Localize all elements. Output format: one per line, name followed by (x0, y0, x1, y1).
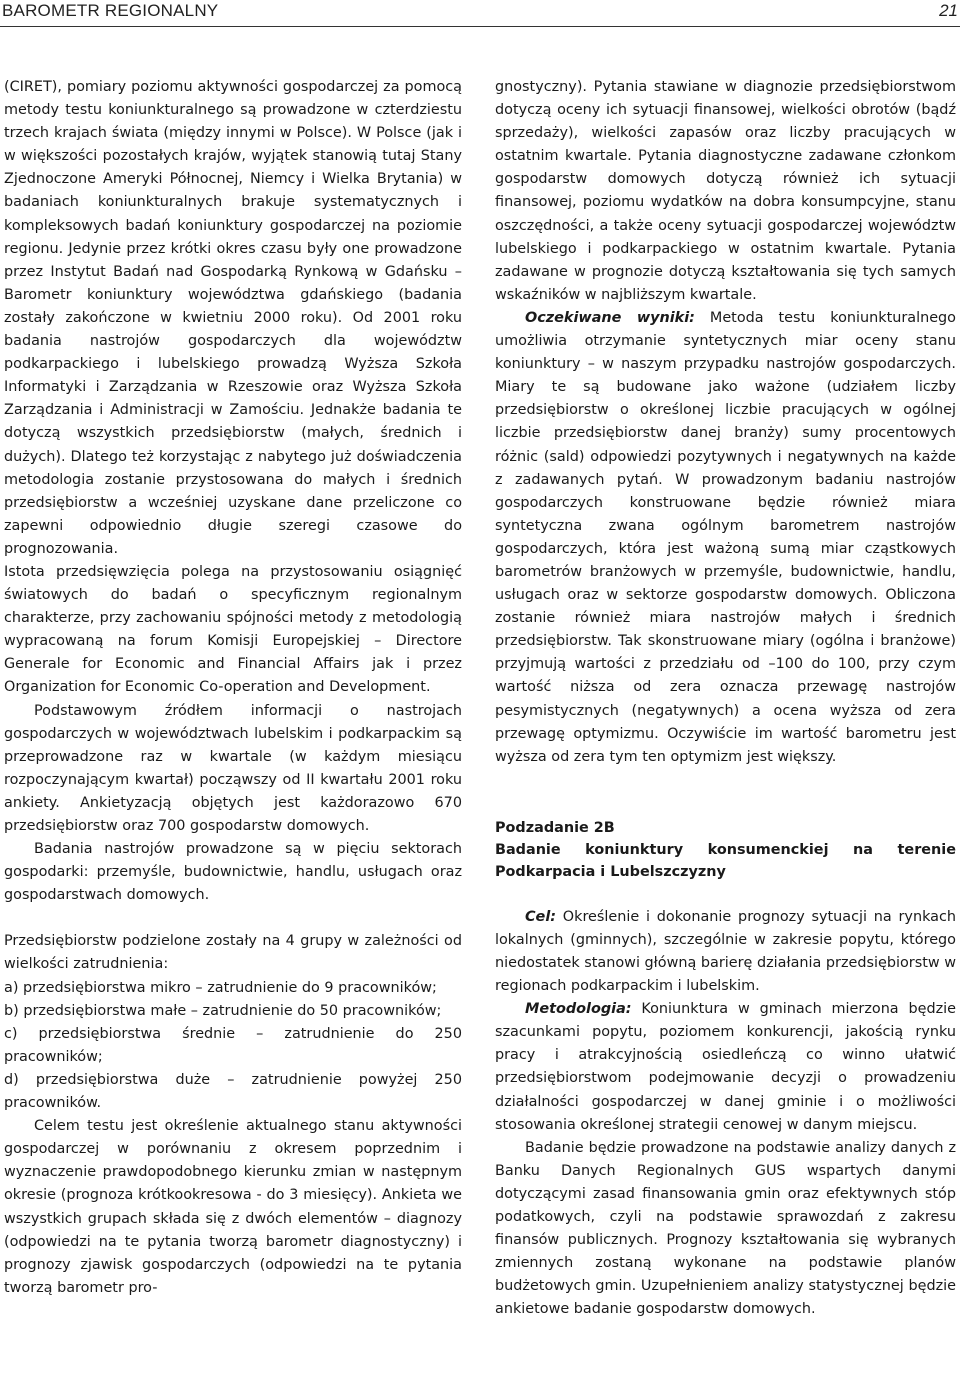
paragraph-sektory: Badania nastrojów prowadzone są w pięciu sektorach gospodarki: przemyśle, budownictwie, handlu, usługach oraz gospodarstwach domowych. (4, 841, 462, 904)
paragraph-oczekiwane-wyniki (495, 307, 956, 769)
subtask-label: Podzadanie 2B (495, 819, 615, 836)
paragraph-cel (495, 906, 956, 998)
subtask-title: Badanie koniunktury konsumenckiej na terenie Podkarpacia i Lubelszczyzny (495, 841, 956, 880)
list-item-srednie: c) przedsiębiorstwa średnie – zatrudnienie do 250 pracowników; (4, 1025, 462, 1065)
running-title: BAROMETR REGIONALNY (2, 1, 219, 20)
running-header (0, 0, 960, 27)
label-oczekiwane-wyniki: Oczekiwane wyniki: (525, 309, 695, 326)
text-oczekiwane-wyniki: Metoda testu koniunkturalnego umożliwia otrzymanie syntetycznych miar oceny stanu koniunktury – w naszym przypadku nastrojów gospodarczych. Miary te są budowane jako ważone (udziałem liczby przedsiębiorstw o określonej liczbie pracujących w ogólnej liczbie przedsiębiorstw danej branży) sumy procentowych różnic (sald) odpowiedzi pozytywnych i negatywnych na każde z zadawanych pytań. W prowadzonym badaniu nastrojów gospodarczych konstruowane będzie również miara syntetyczna zwana ogólnym barometrem nastrojów gospodarczych, która jest ważoną sumą miar cząstkowych barometrów branżowych w przemyśle, budownictwie, handlu, usługach oraz w sektorze gospodarstw domowych. Obliczona zostanie również miara nastrojów małych i średnich przedsiębiorstw. Tak skonstruowane miary (ogólna i branżowe) przyjmują wartości z przedziału od –100 do 100, przy czym wartość niższa od zera oznacza przewagę nastrojów pesymistycznych (negatywnych) a ocena wyższa od zera przewagę optymizmu. Oczywiście im wartość barometru jest wyższa od zera tym ten optymizm jest większy. (495, 309, 956, 765)
text-metodologia: Koniunktura w gminach mierzona będzie szacunkami popytu, poziomem konkurencji, jakością rynku pracy i atrakcyjnością osiedleńczą co winno ułatwić przedsiębiorstwom podejmowanie decyzji o prowadzeniu działalności gospodarczej w danej gminie i o możliwości stosowania określonej strategii cenowej w danym miejscu. (495, 1001, 956, 1133)
label-metodologia: Metodologia: (525, 1001, 632, 1018)
left-column (4, 76, 462, 1300)
paragraph-grupy: Przedsiębiorstw podzielone zostały na 4 grupy w zależności od wielkości zatrudnienia: (4, 933, 462, 973)
list-item-duze: d) przedsiębiorstwa duże – zatrudnienie powyżej 250 pracowników. (4, 1071, 462, 1112)
right-column (495, 76, 956, 1322)
text-cel: Określenie i dokonanie prognozy sytuacji na rynkach lokalnych (gminnych), szczególnie w zakresie popytu, którego niedostatek stanowi główną barierę działania przedsiębiorstw w regionach podkarpackim i lubelskim. (495, 908, 956, 995)
paragraph-zrodla: Podstawowym źródłem informacji o nastrojach gospodarczych w województwach lubelskim i podkarpackim są przeprowadzone raz w kwartale (w każdym miesiącu rozpoczynającym kwartał) począwszy od II kwartału 2001 roku ankiety. Ankietyzacją objętych jest każdorazowo 670 przedsiębiorstw oraz 700 gospodarstw domowych. (4, 702, 462, 834)
list-item-male: b) przedsiębiorstwa małe – zatrudnienie do 50 pracowników; (4, 1002, 442, 1019)
paragraph-ciret: (CIRET), pomiary poziomu aktywności gospodarczej za pomocą metody testu koniunkturalnego są prowadzone w czterdziestu trzech krajach świata (między innymi w Polsce). W Polsce (jak i w większości pozostałych krajów, wyjątek stanowią tutaj Stany Zjednoczone Ameryki Północnej, Niemcy i Wielka Brytania) w badaniach koniunkturalnych brakuje systematycznych i kompleksowych badań koniunktury gospodarczej na poziomie regionu. Jedynie przez krótki okres czasu były one prowadzone przez Instytut Badań nad Gospodarką Rynkową w Gdańsku – Barometr koniunktury województwa gdańskiego (badania zostały zakończone w kwietniu 2000 roku). Od 2001 roku badania nastrojów gospodarczych dla województw podkarpackiego i lubelskiego prowadzą Wyższa Szkoła Informatyki i Zarządzania w Rzeszowie oraz Wyższa Szkoła Zarządzania i Administracji w Zamościu. Jednakże badania te dotyczą wszystkich przedsiębiorstw (małych, średnich i dużych). Dlatego też korzystając z nabytego już doświadczenia metodologia zostanie przystosowana do małych i średnich przedsiębiorstw a wcześniej uzyskane dane przeliczone co zapewni odpowiednio długie szeregi czasowe do prognozowania. (4, 79, 462, 557)
paragraph-istota: Istota przedsięwzięcia polega na przystosowaniu osiągnięć światowych do badań o specyficznym regionalnym charakterze, przy zachowaniu spójności metody z metodologią wypracowaną na forum Komisji Europejskiej – Directore Generale for Economic and Financial Affairs jak i przez Organization for Economic Co-operation and Development. (4, 563, 462, 696)
label-cel: Cel: (525, 908, 557, 925)
list-item-mikro: a) przedsiębiorstwa mikro – zatrudnienie do 9 pracowników; (4, 979, 437, 996)
paragraph-cel-testu: Celem testu jest określenie aktualnego stanu aktywności gospodarczej w porównaniu z okresem poprzednim i wyznaczenie prawdopodobnego kierunku zmian w następnym okresie (prognoza krótkookresowa - do 3 miesięcy). Ankieta we wszystkich grupach składa się z dwóch elementów – diagnozy (odpowiedzi na te pytania tworzą barometr diagnostyczny) i prognozy zjawisk gospodarczych (odpowiedzi na te pytania tworzą barometr pro- (4, 1118, 462, 1296)
paragraph-badanie: Badanie będzie prowadzone na podstawie analizy danych z Banku Danych Regionalnych GUS wspartych danymi dotyczącymi zasad finansowania gmin oraz efektywnych stóp podatkowych, czyli na podstawie sprawozdań z zakresu finansów publicznych. Prognozy kształtowania się wybranych zmiennych zostaną wykonane na podstawie planów budżetowych gmin. Uzupełnieniem analizy statystycznej będzie ankietowe badanie gospodarstw domowych. (495, 1139, 956, 1318)
paragraph-prognostyczny: gnostyczny). Pytania stawiane w diagnozie przedsiębiorstwom dotyczą oceny ich sytuacji finansowej, wielkości obrotów (bądź sprzedaży), wielkości zapasów oraz liczby pracujących w ostatnim kwartale. Pytania diagnostyczne zadawane członkom gospodarstw domowych dotyczą również ich sytuacji finansowej, poziomu wydatków na dobra konsumpcyjne, stanu oszczędności, a także oceny sytuacji gospodarczej województw lubelskiego i podkarpackiego w ostatnim kwartale. Pytania zadawane w prognozie dotyczą kształtowania się tych samych wskaźników w najbliższym kwartale. (495, 79, 956, 303)
paragraph-metodologia (495, 998, 956, 1137)
page-number: 21 (939, 1, 958, 20)
